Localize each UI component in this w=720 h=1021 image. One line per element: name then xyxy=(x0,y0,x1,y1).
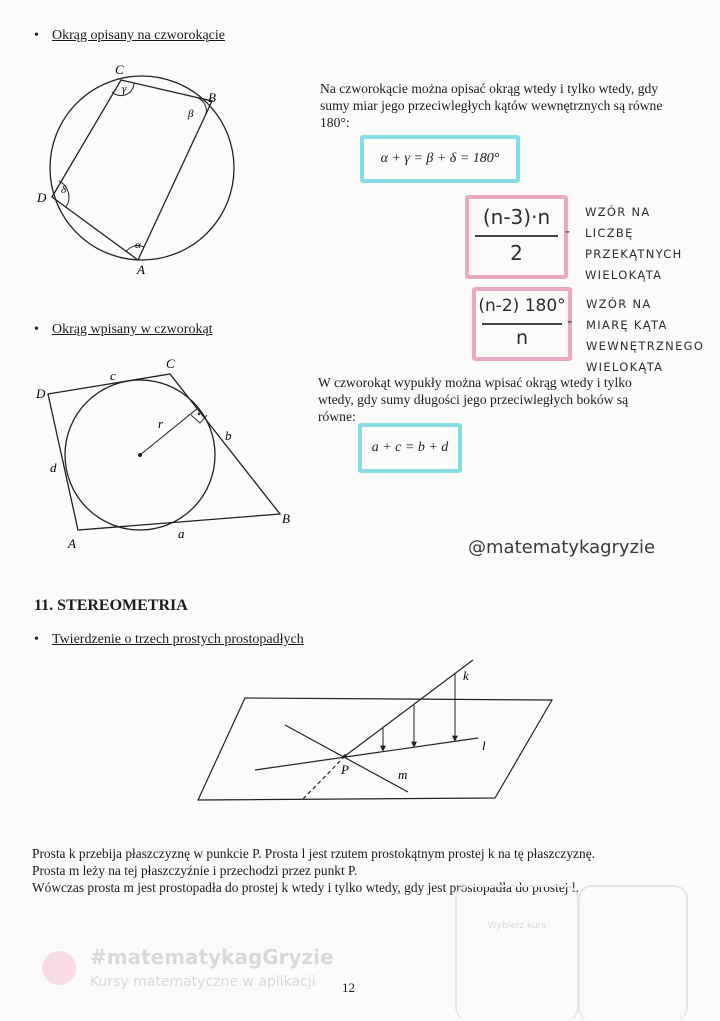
diagonals-numerator: (n-3)·n xyxy=(482,205,551,229)
radius-line xyxy=(140,408,198,455)
cyclic-quadrilateral-figure xyxy=(30,58,250,283)
three-perpendiculars-figure xyxy=(190,650,570,815)
diagonals-note xyxy=(585,202,683,286)
delta-label: δ xyxy=(61,184,67,196)
watermark-phone xyxy=(455,885,579,1021)
vertex-D-label: D xyxy=(37,190,47,205)
line-m-label: m xyxy=(398,767,408,782)
vertex-A-label: A xyxy=(137,262,145,277)
right-angle-dot xyxy=(198,413,200,415)
watermark-phone-2 xyxy=(578,885,688,1021)
note-line: WZÓR NA xyxy=(586,297,652,311)
vertex-C-label: C xyxy=(166,356,175,371)
line-l xyxy=(255,738,478,770)
alpha-label: α xyxy=(135,239,141,251)
bullet: • xyxy=(34,28,39,43)
line-m xyxy=(285,725,408,792)
watermark-logo-icon xyxy=(42,951,76,985)
dash: - xyxy=(565,224,571,240)
note-line: WIELOKĄTA xyxy=(585,268,663,282)
bullet: • xyxy=(34,322,39,337)
cyclic-formula-box xyxy=(360,135,520,183)
diagonals-denominator: 2 xyxy=(510,241,523,265)
diagonals-formula-box xyxy=(465,195,571,279)
side-b-label: b xyxy=(225,428,232,443)
angle-formula-box xyxy=(472,287,572,361)
page-number: 12 xyxy=(342,980,355,995)
watermark-app-text: Wybierz kurs xyxy=(487,921,547,931)
point-P-label: P xyxy=(341,762,349,777)
note-line: PRZEKĄTNYCH xyxy=(585,247,683,261)
cyclic-heading xyxy=(34,28,225,44)
radius-r-label: r xyxy=(158,416,164,431)
bullet: • xyxy=(34,632,39,647)
angle-note xyxy=(586,294,704,378)
quadrilateral xyxy=(48,374,280,530)
note-line: WIELOKĄTA xyxy=(586,360,664,374)
inscribed-condition-text: W czworokąt wypukły można wpisać okrąg wtedy i tylko wtedy, gdy sumy długości jego przeciwległych boków są równe: xyxy=(318,375,632,424)
vertex-B-label: B xyxy=(282,511,290,526)
author-handle: @matematykagryzie xyxy=(468,537,656,558)
note-line: MIARĘ KĄTA xyxy=(586,318,668,332)
angle-numerator: (n-2) 180° xyxy=(478,296,566,316)
watermark-title: #matematykagGryzie xyxy=(90,945,334,969)
beta-label: β xyxy=(188,108,194,120)
vertex-C-label: C xyxy=(115,62,124,77)
side-a-label: a xyxy=(178,526,185,541)
angle-denominator: n xyxy=(515,327,529,349)
note-line: LICZBĘ xyxy=(585,226,634,240)
inscribed-heading xyxy=(34,322,213,338)
section-title: 11. STEREOMETRIA xyxy=(34,597,188,614)
fraction-bar xyxy=(475,235,558,237)
cyclic-condition-text: Na czworokącie można opisać okrąg wtedy i tylko wtedy, gdy sumy miar jego przeciwległych kątów wewnętrznych są równe 180°: xyxy=(320,81,663,130)
tangential-quadrilateral-figure xyxy=(28,352,308,552)
inscribed-formula-box xyxy=(358,423,462,473)
cyclic-formula: α + γ = β + δ = 180° xyxy=(380,151,500,166)
side-c-label: c xyxy=(110,368,116,383)
vertex-A-label: A xyxy=(68,536,76,551)
cyclic-heading-text: Okrąg opisany na czworokącie xyxy=(52,28,225,43)
stereo-heading xyxy=(34,632,304,648)
point-P xyxy=(343,754,347,758)
note-line: WZÓR NA xyxy=(585,205,651,219)
watermark-subtitle: Kursy matematyczne w aplikacji xyxy=(90,974,316,990)
center-point xyxy=(138,453,142,457)
gamma-label: γ xyxy=(122,83,127,95)
line-k-label: k xyxy=(463,668,469,683)
theorem-text-3: Wówczas prosta m jest prostopadła do prostej k wtedy i tylko wtedy, gdy jest prostopadła do prostej l. xyxy=(32,880,579,895)
note-line: WEWNĘTRZNEGO xyxy=(586,339,705,353)
fraction-bar xyxy=(482,323,562,325)
stereo-heading-text: Twierdzenie o trzech prostych prostopadłych xyxy=(52,632,304,647)
circumcircle xyxy=(50,76,234,260)
theorem-text-2: Prosta m leży na tej płaszczyźnie i przechodzi przez punkt P. xyxy=(32,863,358,878)
side-d-label: d xyxy=(50,460,57,475)
dash: - xyxy=(567,314,573,330)
vertex-D-label: D xyxy=(36,386,46,401)
plane xyxy=(198,698,552,800)
inscribed-heading-text: Okrąg wpisany w czworokąt xyxy=(52,322,213,337)
vertex-B-label: B xyxy=(208,90,216,105)
line-l-label: l xyxy=(482,738,486,753)
theorem-text-1: Prosta k przebija płaszczyznę w punkcie P. Prosta l jest rzutem prostokątnym prostej k na tę płaszczyznę. xyxy=(32,846,595,861)
inscribed-formula: a + c = b + d xyxy=(371,440,449,455)
